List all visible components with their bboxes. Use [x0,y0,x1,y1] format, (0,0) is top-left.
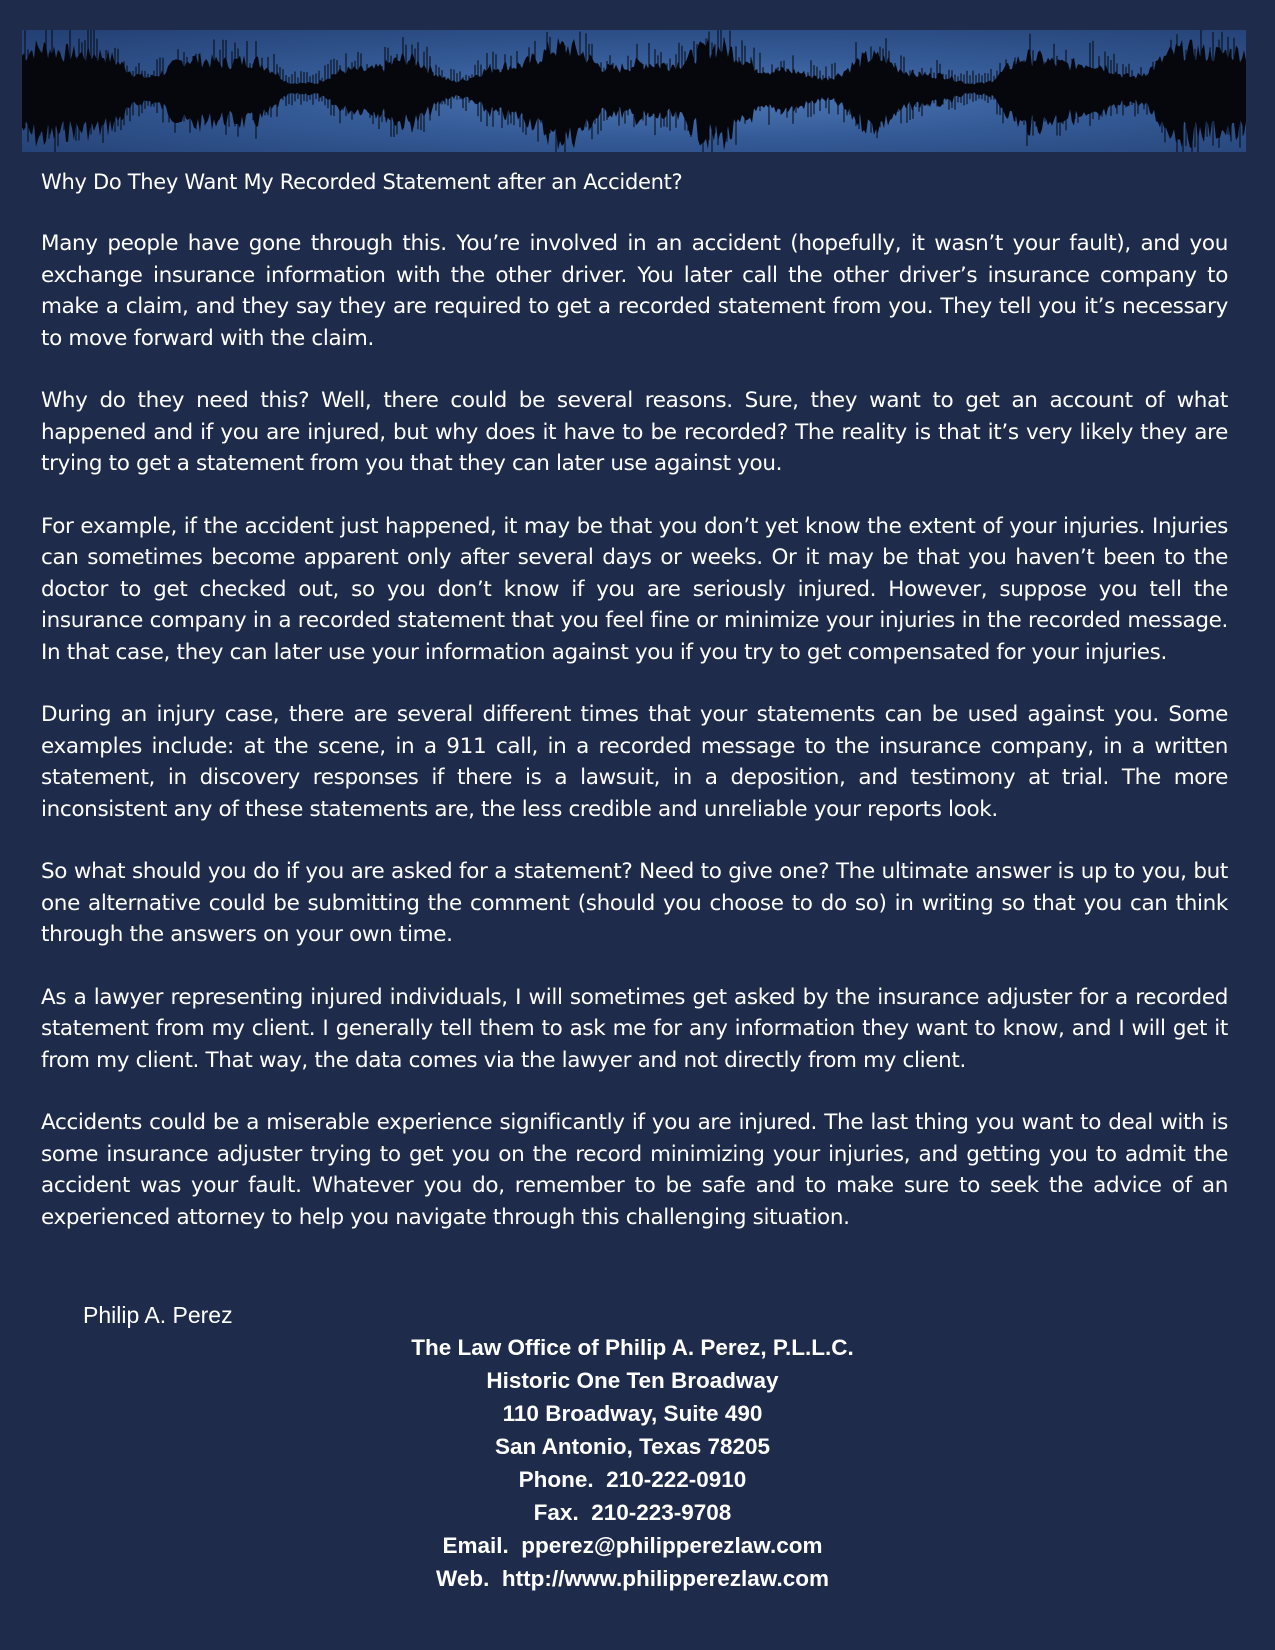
contact-block [0,1331,1265,1595]
article-paragraph-4: During an injury case, there are several different times that your statements can be used against you. Some examples include: at the scene, in a 911 call, in a recorded message to the insurance company, in a written statement, in discovery responses if there is a lawsuit, in a deposition, and testimony at trial. The more inconsistent any of these statements are, the less credible and unreliable your reports look. [41,702,1228,822]
email-address: Email. pperez@philipperezlaw.com [442,1533,823,1558]
article-paragraph-1: Many people have gone through this. You’re involved in an accident (hopefully, it wasn’t your fault), and you exchange insurance information with the other driver. You later call the other driver’s insurance company to make a claim, and they say they are required to get a recorded statement from you. They tell you it’s necessary to move forward with the claim. [41,231,1228,351]
article-paragraph-5: So what should you do if you are asked for a statement? Need to give one? The ultimate answer is up to you, but one alternative could be submitting the comment (should you choose to do so) in writing so that you can think through the answers on your own time. [41,859,1228,947]
article-paragraph-7: Accidents could be a miserable experience significantly if you are injured. The last thing you want to deal with is some insurance adjuster trying to get you on the record minimizing your injuries, and getting you to admit the accident was your fault. Whatever you do, remember to be safe and to make sure to seek the advice of an experienced attorney to help you navigate through this challenging situation. [41,1110,1228,1230]
article-paragraph-6: As a lawyer representing injured individuals, I will sometimes get asked by the insurance adjuster for a recorded statement from my client. I generally tell them to ask me for any information they want to know, and I will get it from my client. That way, the data comes via the lawyer and not directly from my client. [41,984,1228,1073]
author-signature: Philip A. Perez [83,1302,233,1328]
city-state-zip: San Antonio, Texas 78205 [494,1434,771,1459]
phone-number: Phone. 210-222-0910 [518,1467,747,1492]
street-address: 110 Broadway, Suite 490 [502,1401,763,1426]
fax-number: Fax. 210-223-9708 [533,1500,732,1525]
sound-waveform-icon [22,30,1246,152]
article [41,166,1228,1264]
article-paragraph-3: For example, if the accident just happened, it may be that you don’t yet know the extent of your injuries. Injuries can sometimes become apparent only after several days or weeks. Or it may be that you haven’t been to the doctor to get checked out, so you don’t know if you are seriously injured. However, suppose you tell the insurance company in a recorded statement that you feel fine or minimize your injuries in the recorded message. In that case, they can later use your information against you if you try to get compensated for your injuries. [41,513,1228,665]
building-name: Historic One Ten Broadway [486,1368,779,1393]
waveform-banner-image [22,30,1246,152]
article-title: Why Do They Want My Recorded Statement after an Accident? [41,170,683,194]
article-paragraph-2: Why do they need this? Well, there could be several reasons. Sure, they want to get an account of what happened and if you are injured, but why does it have to be recorded? The reality is that it’s very likely they are trying to get a statement from you that they can later use against you. [41,388,1228,476]
firm-name: The Law Office of Philip A. Perez, P.L.L.C. [411,1335,854,1360]
website-url: Web. http://www.philipperezlaw.com [436,1566,829,1591]
